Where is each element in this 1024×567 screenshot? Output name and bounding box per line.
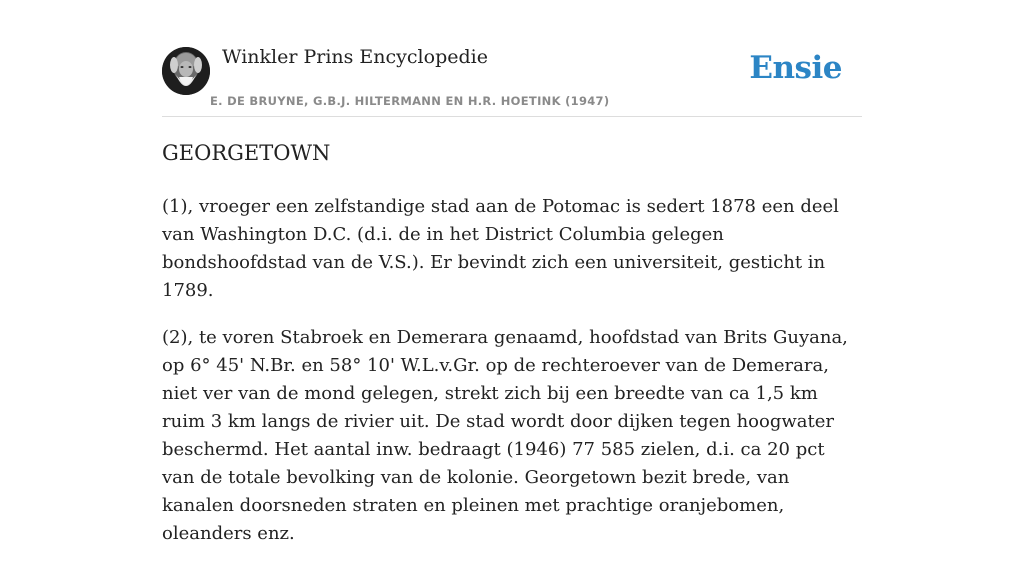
source-header — [162, 0, 862, 117]
publication-title[interactable]: Winkler Prins Encyclopedie — [222, 46, 488, 68]
article-body — [162, 193, 862, 567]
ensie-logo[interactable]: Ensie — [749, 50, 842, 86]
authors-line: E. DE BRUYNE, G.B.J. HILTERMANN EN H.R. HOETINK (1947) — [210, 94, 610, 108]
page — [162, 0, 862, 544]
article-headword: GEORGETOWN — [162, 141, 331, 165]
article-paragraph: (1), vroeger een zelfstandige stad aan de Potomac is sedert 1878 een deel van Washington D.C. (d.i. de in het District Columbia gelegen bondshoofdstad van de V.S.). Er bevindt zich een universiteit, gesticht in 1789. — [162, 196, 839, 301]
author-portrait-icon[interactable] — [162, 47, 210, 95]
article-paragraph: (2), te voren Stabroek en Demerara genaamd, hoofdstad van Brits Guyana, op 6° 45' N.Br. en 58° 10' W.L.v.Gr. op de rechteroever van de Demerara, niet ver van de mond gelegen, strekt zich bij een breedte van ca 1,5 km ruim 3 km langs de rivier uit. De stad wordt door dijken tegen hoogwater beschermd. Het aantal inw. bedraagt (1946) 77 585 zielen, d.i. ca 20 pct van de totale bevolking van de kolonie. Georgetown bezit brede, van kanalen doorsneden straten en pleinen met prachtige oranjebomen, oleanders enz. — [162, 327, 848, 544]
